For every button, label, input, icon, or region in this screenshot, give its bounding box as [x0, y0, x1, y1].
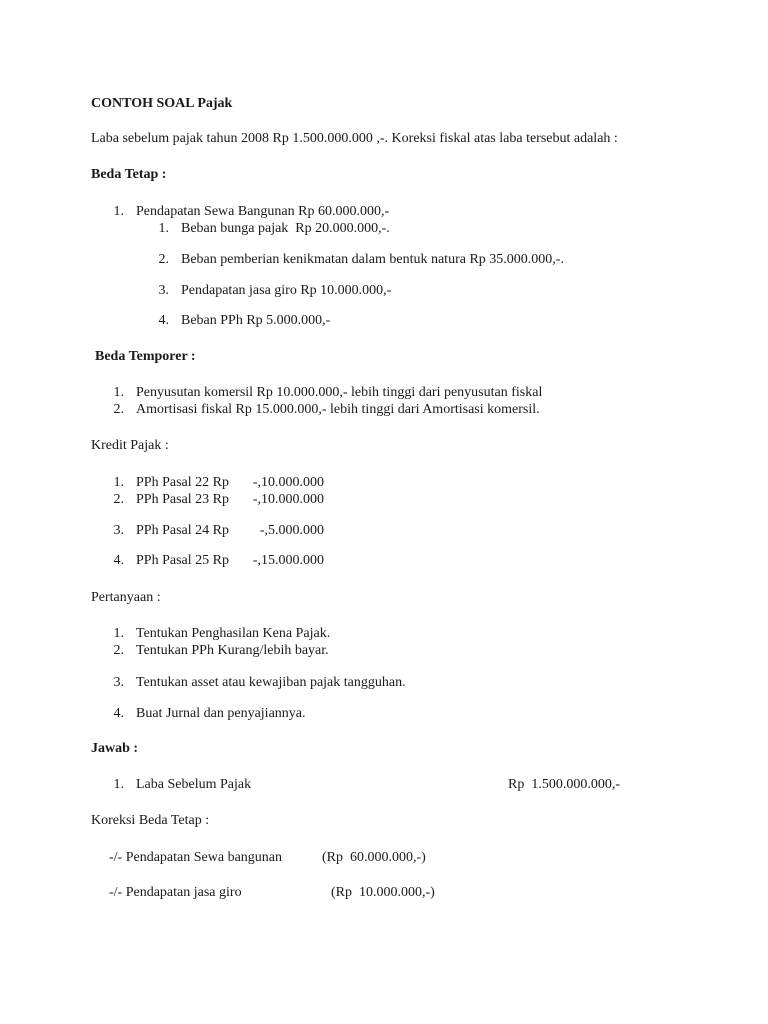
- list-item: Beban pemberian kenikmatan dalam bentuk natura Rp 35.000.000,-.: [181, 252, 564, 267]
- list-item: PPh Pasal 22 Rp: [136, 475, 229, 490]
- koreksi-label: -/- Pendapatan jasa giro: [109, 885, 242, 900]
- list-number: 2.: [158, 252, 169, 267]
- list-number: 2.: [113, 643, 124, 658]
- list-item: Beban bunga pajak Rp 20.000.000,-.: [181, 221, 390, 236]
- amount: Rp 1.500.000.000,-: [508, 777, 620, 792]
- list-number: 4.: [158, 313, 169, 328]
- koreksi-label: -/- Pendapatan Sewa bangunan: [109, 850, 282, 865]
- list-item: Tentukan PPh Kurang/lebih bayar.: [136, 643, 329, 658]
- list-item: Laba Sebelum Pajak: [136, 777, 252, 792]
- list-number: 1.: [113, 626, 124, 641]
- list-item: Beban PPh Rp 5.000.000,-: [181, 313, 331, 328]
- list-item: Pendapatan jasa giro Rp 10.000.000,-: [181, 283, 392, 298]
- beda-temporer-heading: Beda Temporer :: [95, 349, 196, 364]
- list-number: 2.: [113, 402, 124, 417]
- list-number: 1.: [113, 777, 124, 792]
- jawab-heading: Jawab :: [91, 741, 139, 756]
- list-item: Tentukan asset atau kewajiban pajak tangguhan.: [136, 675, 406, 690]
- kredit-pajak-heading: Kredit Pajak :: [91, 438, 169, 453]
- list-item: PPh Pasal 24 Rp: [136, 523, 229, 538]
- list-number: 3.: [113, 675, 124, 690]
- list-number: 4.: [113, 706, 124, 721]
- list-number: 1.: [113, 475, 124, 490]
- beda-tetap-heading: Beda Tetap :: [91, 167, 167, 182]
- list-number: 1.: [158, 221, 169, 236]
- list-item: Penyusutan komersil Rp 10.000.000,- lebih tinggi dari penyusutan fiskal: [136, 385, 543, 400]
- koreksi-amount: (Rp 10.000.000,-): [331, 885, 435, 900]
- intro-text: Laba sebelum pajak tahun 2008 Rp 1.500.000.000 ,-. Koreksi fiskal atas laba tersebut adalah :: [91, 131, 618, 146]
- koreksi-heading: Koreksi Beda Tetap :: [91, 813, 210, 828]
- list-item: Amortisasi fiskal Rp 15.000.000,- lebih tinggi dari Amortisasi komersil.: [136, 402, 540, 417]
- pertanyaan-heading: Pertanyaan :: [91, 590, 161, 605]
- list-item: PPh Pasal 25 Rp: [136, 553, 229, 568]
- list-number: 1.: [113, 204, 124, 219]
- list-item: PPh Pasal 23 Rp: [136, 492, 229, 507]
- list-number: 1.: [113, 385, 124, 400]
- list-item: Buat Jurnal dan penyajiannya.: [136, 706, 306, 721]
- list-item: Pendapatan Sewa Bangunan Rp 60.000.000,-: [136, 204, 390, 219]
- doc-title: CONTOH SOAL Pajak: [91, 96, 233, 111]
- list-item: Tentukan Penghasilan Kena Pajak.: [136, 626, 331, 641]
- list-number: 4.: [113, 553, 124, 568]
- koreksi-amount: (Rp 60.000.000,-): [322, 850, 426, 865]
- list-number: 3.: [158, 283, 169, 298]
- list-number: 3.: [113, 523, 124, 538]
- list-number: 2.: [113, 492, 124, 507]
